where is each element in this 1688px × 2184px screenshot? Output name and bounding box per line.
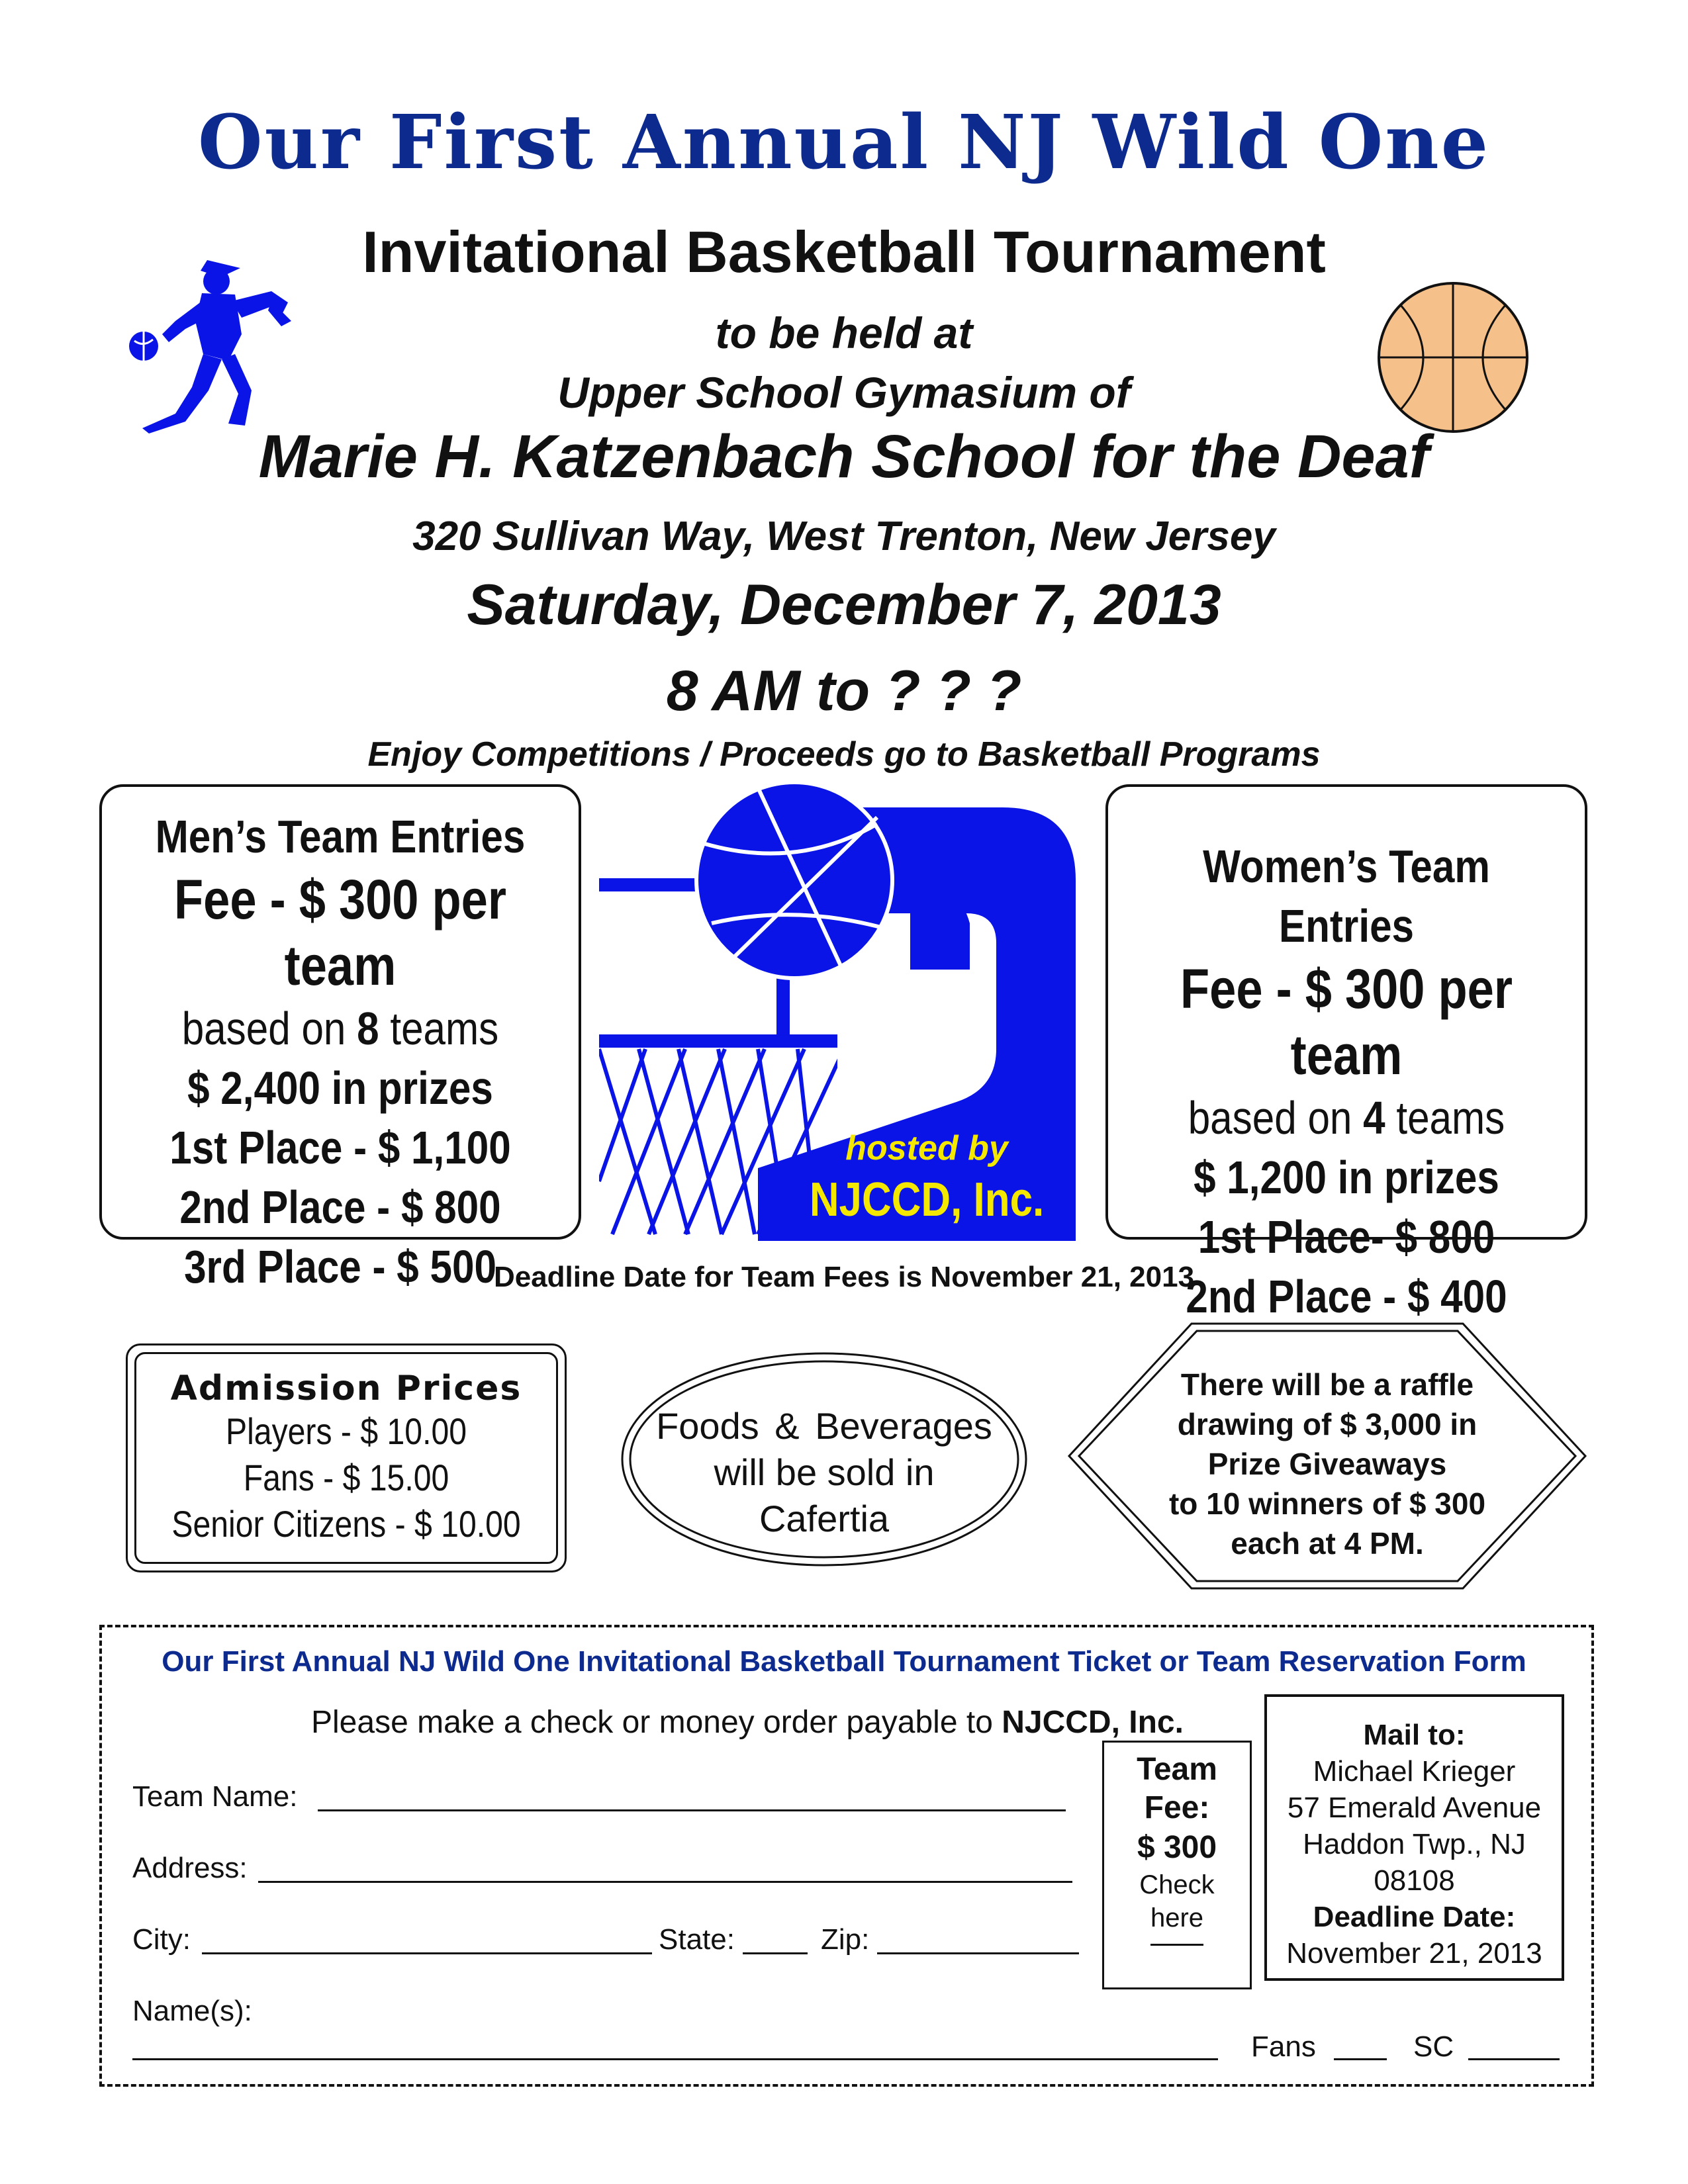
admission-box (126, 1343, 567, 1572)
sc-count-field[interactable] (1468, 2057, 1560, 2060)
admission-heading: Admission Prices (170, 1369, 522, 1408)
event-tagline: Enjoy Competitions / Proceeds go to Basketball Programs (367, 735, 1321, 774)
mail-to-name: Michael Krieger (1313, 1755, 1516, 1788)
logo-hosted-by: hosted by (845, 1129, 1008, 1167)
mens-prize-total: $ 2,400 in prizes (187, 1062, 493, 1114)
school-address: 320 Sullivan Way, West Trenton, New Jersey (412, 514, 1276, 559)
mens-entries-box (99, 784, 581, 1293)
mens-third-place: 3rd Place - $ 500 (184, 1241, 496, 1293)
team-name-label: Team Name: (132, 1780, 298, 1813)
womens-fee: Fee - $ 300 per team (1180, 958, 1513, 1086)
mail-to-zip: 08108 (1374, 1864, 1455, 1897)
address-label: Address: (132, 1852, 248, 1884)
sc-label: SC (1413, 2030, 1454, 2063)
admission-seniors: Senior Citizens - $ 10.00 (171, 1503, 521, 1545)
mens-fee: Fee - $ 300 per team (174, 868, 506, 997)
team-fee-box: Team Fee: $ 300 Check here (1102, 1741, 1252, 1989)
city-field[interactable] (202, 1951, 652, 1954)
mens-second-place: 2nd Place - $ 800 (179, 1181, 501, 1233)
names-label: Name(s): (132, 1995, 252, 2027)
team-name-field[interactable] (318, 1808, 1066, 1811)
payable-instruction: Please make a check or money order payable to NJCCD, Inc. (311, 1705, 1184, 1740)
womens-second-place: 2nd Place - $ 400 (1186, 1271, 1507, 1322)
mens-first-place: 1st Place - $ 1,100 (169, 1122, 511, 1173)
womens-entries-box (1105, 784, 1587, 1322)
fans-count-field[interactable] (1334, 2057, 1387, 2060)
state-field[interactable] (743, 1951, 808, 1954)
mail-deadline-label: Deadline Date: (1313, 1901, 1516, 1933)
mail-to-box (1264, 1694, 1564, 1981)
womens-based-on: based on 4 teams (1188, 1092, 1505, 1144)
names-field[interactable] (132, 2057, 1218, 2060)
team-fee-deadline: Deadline Date for Team Fees is November 21, 2013 (493, 1261, 1195, 1293)
womens-heading: Women’s Team Entries (1203, 841, 1490, 952)
raffle-notice: There will be a raffle drawing of $ 3,000 in Prize Giveaways to 10 winners of $ 300 each at 4 PM. (1168, 1367, 1486, 1561)
venue-line: Upper School Gymasium of (557, 368, 1131, 417)
school-name: Marie H. Katzenbach School for the Deaf (258, 423, 1430, 490)
mens-based-on: based on 8 teams (181, 1003, 499, 1054)
mail-to-street: 57 Emerald Avenue (1287, 1792, 1542, 1824)
womens-prize-total: $ 1,200 in prizes (1194, 1152, 1499, 1203)
page-title: Our First Annual NJ Wild One (198, 99, 1490, 186)
zip-field[interactable] (877, 1951, 1079, 1954)
team-fee-check-field[interactable] (1150, 1944, 1203, 1946)
fans-label: Fans (1251, 2030, 1316, 2063)
mail-to-heading: Mail to: (1363, 1719, 1466, 1751)
held-at-line: to be held at (715, 308, 973, 357)
address-field[interactable] (258, 1880, 1072, 1883)
logo-host-name: NJCCD, Inc. (809, 1173, 1045, 1226)
mail-to-city: Haddon Twp., NJ (1303, 1828, 1526, 1860)
food-notice: Foods & Beverages will be sold in Cafertia (656, 1405, 992, 1539)
event-date: Saturday, December 7, 2013 (467, 573, 1221, 637)
admission-fans: Fans - $ 15.00 (243, 1457, 449, 1498)
admission-players: Players - $ 10.00 (225, 1410, 467, 1452)
mens-heading: Men’s Team Entries (155, 811, 526, 862)
state-label: State: (659, 1923, 735, 1956)
zip-label: Zip: (821, 1923, 870, 1956)
event-time: 8 AM to ? ? ? (666, 659, 1022, 723)
city-label: City: (132, 1923, 191, 1956)
mail-deadline-date: November 21, 2013 (1286, 1937, 1542, 1970)
womens-first-place: 1st Place- $ 800 (1197, 1211, 1495, 1263)
page-subtitle: Invitational Basketball Tournament (362, 219, 1326, 285)
form-title: Our First Annual NJ Wild One Invitational Basketball Tournament Ticket or Team Reservation Form (162, 1645, 1526, 1678)
